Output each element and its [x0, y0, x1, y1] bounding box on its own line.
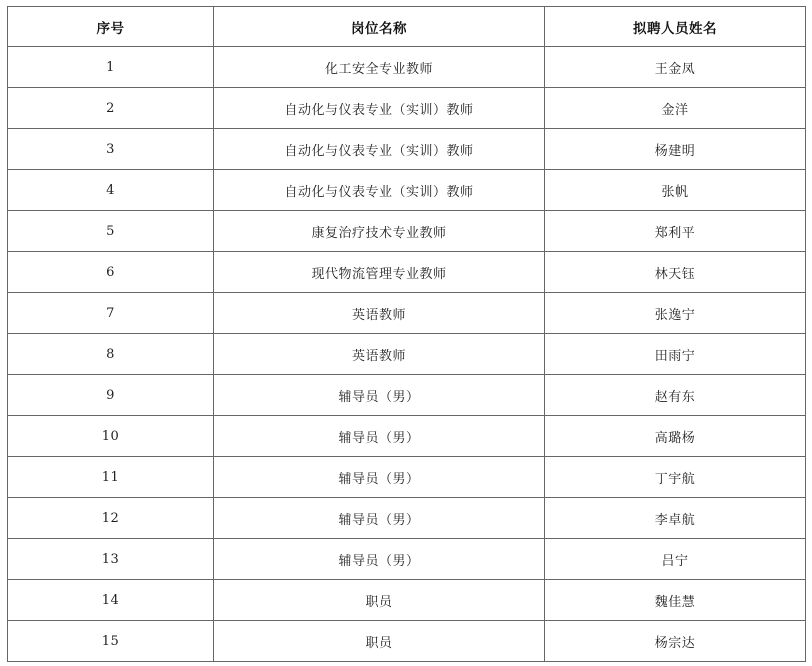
hiring-table-container: [7, 6, 805, 662]
table-row: [8, 47, 806, 88]
table-row: [8, 88, 806, 129]
candidate-name-cell: 吕宁: [545, 539, 806, 580]
table-row: [8, 211, 806, 252]
serial-number-cell: 13: [8, 539, 214, 580]
position-cell: 职员: [214, 580, 545, 621]
candidate-name-cell: 张帆: [545, 170, 806, 211]
serial-number-cell: 5: [8, 211, 214, 252]
table-row: [8, 416, 806, 457]
header-position-name: 岗位名称: [214, 7, 545, 47]
position-cell: 自动化与仪表专业（实训）教师: [214, 88, 545, 129]
serial-number-cell: 1: [8, 47, 214, 88]
table-row: [8, 498, 806, 539]
candidate-name-cell: 魏佳慧: [545, 580, 806, 621]
table-row: [8, 129, 806, 170]
header-serial-number: 序号: [8, 7, 214, 47]
candidate-name-cell: 高璐杨: [545, 416, 806, 457]
serial-number-cell: 11: [8, 457, 214, 498]
candidate-name-cell: 丁宇航: [545, 457, 806, 498]
position-cell: 英语教师: [214, 334, 545, 375]
candidate-name-cell: 李卓航: [545, 498, 806, 539]
table-body: [8, 47, 806, 662]
candidate-name-cell: 郑利平: [545, 211, 806, 252]
serial-number-cell: 8: [8, 334, 214, 375]
serial-number-cell: 12: [8, 498, 214, 539]
position-cell: 化工安全专业教师: [214, 47, 545, 88]
candidate-name-cell: 田雨宁: [545, 334, 806, 375]
table-row: [8, 457, 806, 498]
position-cell: 自动化与仪表专业（实训）教师: [214, 170, 545, 211]
header-candidate-name: 拟聘人员姓名: [545, 7, 806, 47]
position-cell: 英语教师: [214, 293, 545, 334]
candidate-name-cell: 金洋: [545, 88, 806, 129]
hiring-table: [7, 6, 806, 662]
serial-number-cell: 14: [8, 580, 214, 621]
candidate-name-cell: 杨建明: [545, 129, 806, 170]
serial-number-cell: 15: [8, 621, 214, 662]
position-cell: 辅导员（男）: [214, 539, 545, 580]
serial-number-cell: 9: [8, 375, 214, 416]
table-row: [8, 293, 806, 334]
position-cell: 辅导员（男）: [214, 498, 545, 539]
serial-number-cell: 3: [8, 129, 214, 170]
serial-number-cell: 6: [8, 252, 214, 293]
candidate-name-cell: 张逸宁: [545, 293, 806, 334]
table-row: [8, 170, 806, 211]
candidate-name-cell: 林天钰: [545, 252, 806, 293]
position-cell: 康复治疗技术专业教师: [214, 211, 545, 252]
candidate-name-cell: 王金凤: [545, 47, 806, 88]
position-cell: 现代物流管理专业教师: [214, 252, 545, 293]
serial-number-cell: 2: [8, 88, 214, 129]
candidate-name-cell: 赵有东: [545, 375, 806, 416]
table-row: [8, 252, 806, 293]
table-row: [8, 621, 806, 662]
candidate-name-cell: 杨宗达: [545, 621, 806, 662]
table-row: [8, 375, 806, 416]
table-header-row: [8, 7, 806, 47]
table-row: [8, 334, 806, 375]
position-cell: 自动化与仪表专业（实训）教师: [214, 129, 545, 170]
position-cell: 职员: [214, 621, 545, 662]
table-row: [8, 580, 806, 621]
serial-number-cell: 7: [8, 293, 214, 334]
position-cell: 辅导员（男）: [214, 375, 545, 416]
position-cell: 辅导员（男）: [214, 457, 545, 498]
position-cell: 辅导员（男）: [214, 416, 545, 457]
serial-number-cell: 4: [8, 170, 214, 211]
table-row: [8, 539, 806, 580]
serial-number-cell: 10: [8, 416, 214, 457]
